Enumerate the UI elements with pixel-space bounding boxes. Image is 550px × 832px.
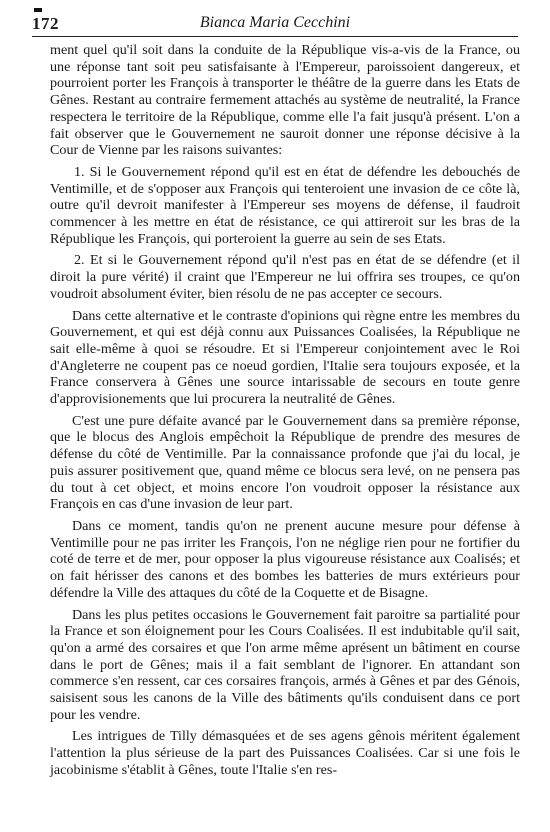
paragraph: C'est une pure défaite avancé par le Gouvernement dans sa première réponse, que le blocus des Anglois empêchoit la République de prendre des mesures de défense du côté de Ventimille. Par la connaissance profonde que j'ai du local, je puis assurer positivement que, quand même ce blocus sera levé, on ne pensera pas du tout à cet object, et moins encore l'on voudroit opposer la résistance aux François en cas d'une invasion de leur part. [50, 412, 520, 513]
running-head-author: Bianca Maria Cecchini [199, 14, 351, 31]
page-corner-mark [34, 8, 42, 12]
paragraph: Dans ce moment, tandis qu'on ne prenent aucune mesure pour défense à Ventimille pour ne pas irriter les François, l'on ne néglige rien pour ne fortifier du coté de terre et de mer, pour opposer la plus vigoureuse résistance aux Coalisés; et on fait hérisser des canons et des bombes les batteries de murs extérieurs pour défendre la Ville des attaques du côté de la Coquette et de Bisagne. [50, 517, 520, 601]
paragraph: 2. Et si le Gouvernement répond qu'il n'est pas en état de se défendre (et il diroit la pure vérité) il craint que l'Empereur ne lui offrira ses troupes, ce qu'on voudroit absolument éviter, bien résolu de ne pas accepter ce secours. [50, 252, 520, 302]
body-text [50, 42, 520, 784]
paragraph: Dans les plus petites occasions le Gouvernement fait paroitre sa partialité pour la France et son éloignement pour les Cours Coalisées. Il est indubitable qu'il sait, qu'on a armé des corsaires et que l'on arme même aprésent un bâtiment en course dans le port de Gênes; mais il a fait semblant de l'ignorer. En attandant son commerce s'en ressent, car ces corsaires françois, armés à Gênes et par des Génois, saisisent sous les canons de la Ville des bâtiments qu'ils conduisent dans ce port pour les vendre. [50, 606, 520, 723]
paragraph: 1. Si le Gouvernement répond qu'il est en état de défendre les debouchés de Ventimille, et de s'opposer aux François qui tenteroient une invasion de ce côte là, outre qu'il devroit manifester à l'Empereur ses moyens de défense, il faudroit commencer à les mettre en état de résistance, ce qui attireroit sur les bras de la République les François, qui porteroient la guerre au sein de ses Etats. [50, 163, 520, 247]
page-header [32, 8, 518, 37]
paragraph: ment quel qu'il soit dans la conduite de la République vis-a-vis de la France, ou une réponse tant soit peu satisfaisante à l'Empereur, paroissoient dangereux, et pourroient porter les François à transporter le théâtre de la guerre dans les Etats de Gênes. Restant au contraire fermement attachés au système de neutralité, la France respectera le territoire de la République, comme elle l'a fait jusqu'à présent. L'on a fait observer que le Gouvernement ne sauroit donner une réponse décisive à la Cour de Vienne par les raisons suivantes: [50, 42, 520, 159]
paragraph: Dans cette alternative et le contraste d'opinions qui règne entre les membres du Gouvernement, et qui est déjà connu aux Puissances Coalisées, la République ne sait elle-même à quoi se résoudre. Et si l'Empereur conjointement avec le Roi d'Angleterre ne coupent pas ce noeud gordien, l'Italie sera toujours exposée, et la France conservera à Gênes une source intarissable de secours en toute genre d'approvisionements que lui procurera la neutralité de Gênes. [50, 307, 520, 408]
paragraph: Les intrigues de Tilly démasquées et de ses agens gênois méritent également l'attention la plus sérieuse de la part des Puissances Coalisées. Car si une fois le jacobinisme s'établit à Gênes, toute l'Italie s'en res- [50, 728, 520, 778]
page-number: 172 [32, 14, 59, 33]
